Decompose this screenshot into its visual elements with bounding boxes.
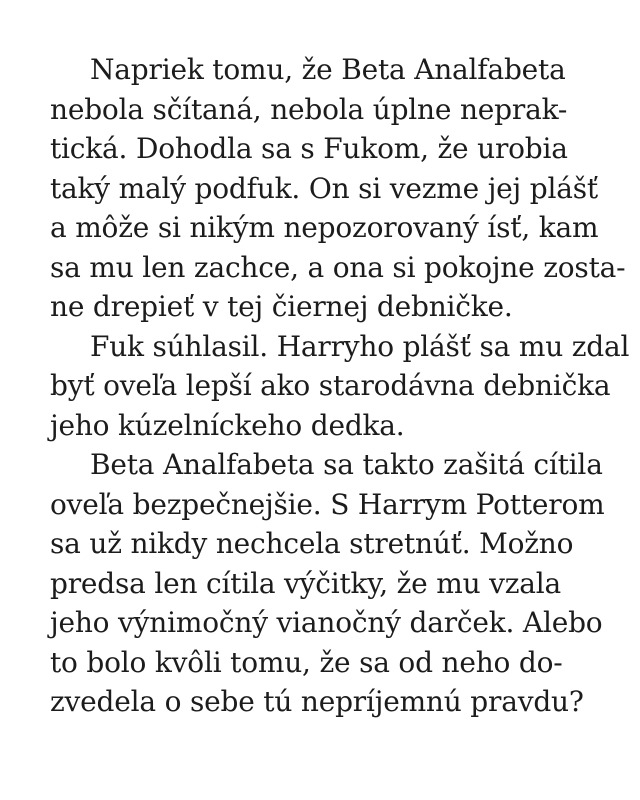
- paragraph-1: [50, 50, 626, 327]
- text-line: oveľa bezpečnejšie. S Harrym Potterom: [50, 487, 605, 521]
- text-line: taký malý podfuk. On si vezme jej plášť: [50, 171, 598, 205]
- text-line: Beta Analfabeta sa takto zašitá cítila: [90, 448, 603, 481]
- text-line: Napriek tomu, že Beta Analfabeta: [90, 53, 566, 86]
- text-line: jeho kúzelníckeho dedka.: [50, 408, 405, 442]
- text-line: ne drepieť v tej čiernej debničke.: [50, 290, 513, 323]
- text-line: a môže si nikým nepozorovaný ísť, kam: [50, 211, 599, 244]
- text-line: jeho výnimočný vianočný darček. Alebo: [50, 606, 603, 639]
- text-line: predsa len cítila výčitky, že mu vzala: [50, 566, 562, 600]
- text-line: zvedela o sebe tú nepríjemnú pravdu?: [50, 685, 584, 718]
- text-line: byť oveľa lepší ako starodávna debnička: [50, 369, 611, 402]
- text-line: to bolo kvôli tomu, že sa od neho do-: [50, 645, 563, 679]
- paragraph-2: [50, 327, 630, 446]
- paragraph-3: [50, 445, 605, 722]
- text-line: nebola sčítaná, nebola úplne neprak-: [50, 92, 568, 126]
- text-line: Fuk súhlasil. Harryho plášť sa mu zdal: [90, 329, 630, 363]
- text-line: sa mu len zachce, a ona si pokojne zosta-: [50, 250, 626, 284]
- text-line: tická. Dohodla sa s Fukom, že urobia: [50, 132, 568, 165]
- text-line: sa už nikdy nechcela stretnúť. Možno: [50, 527, 574, 560]
